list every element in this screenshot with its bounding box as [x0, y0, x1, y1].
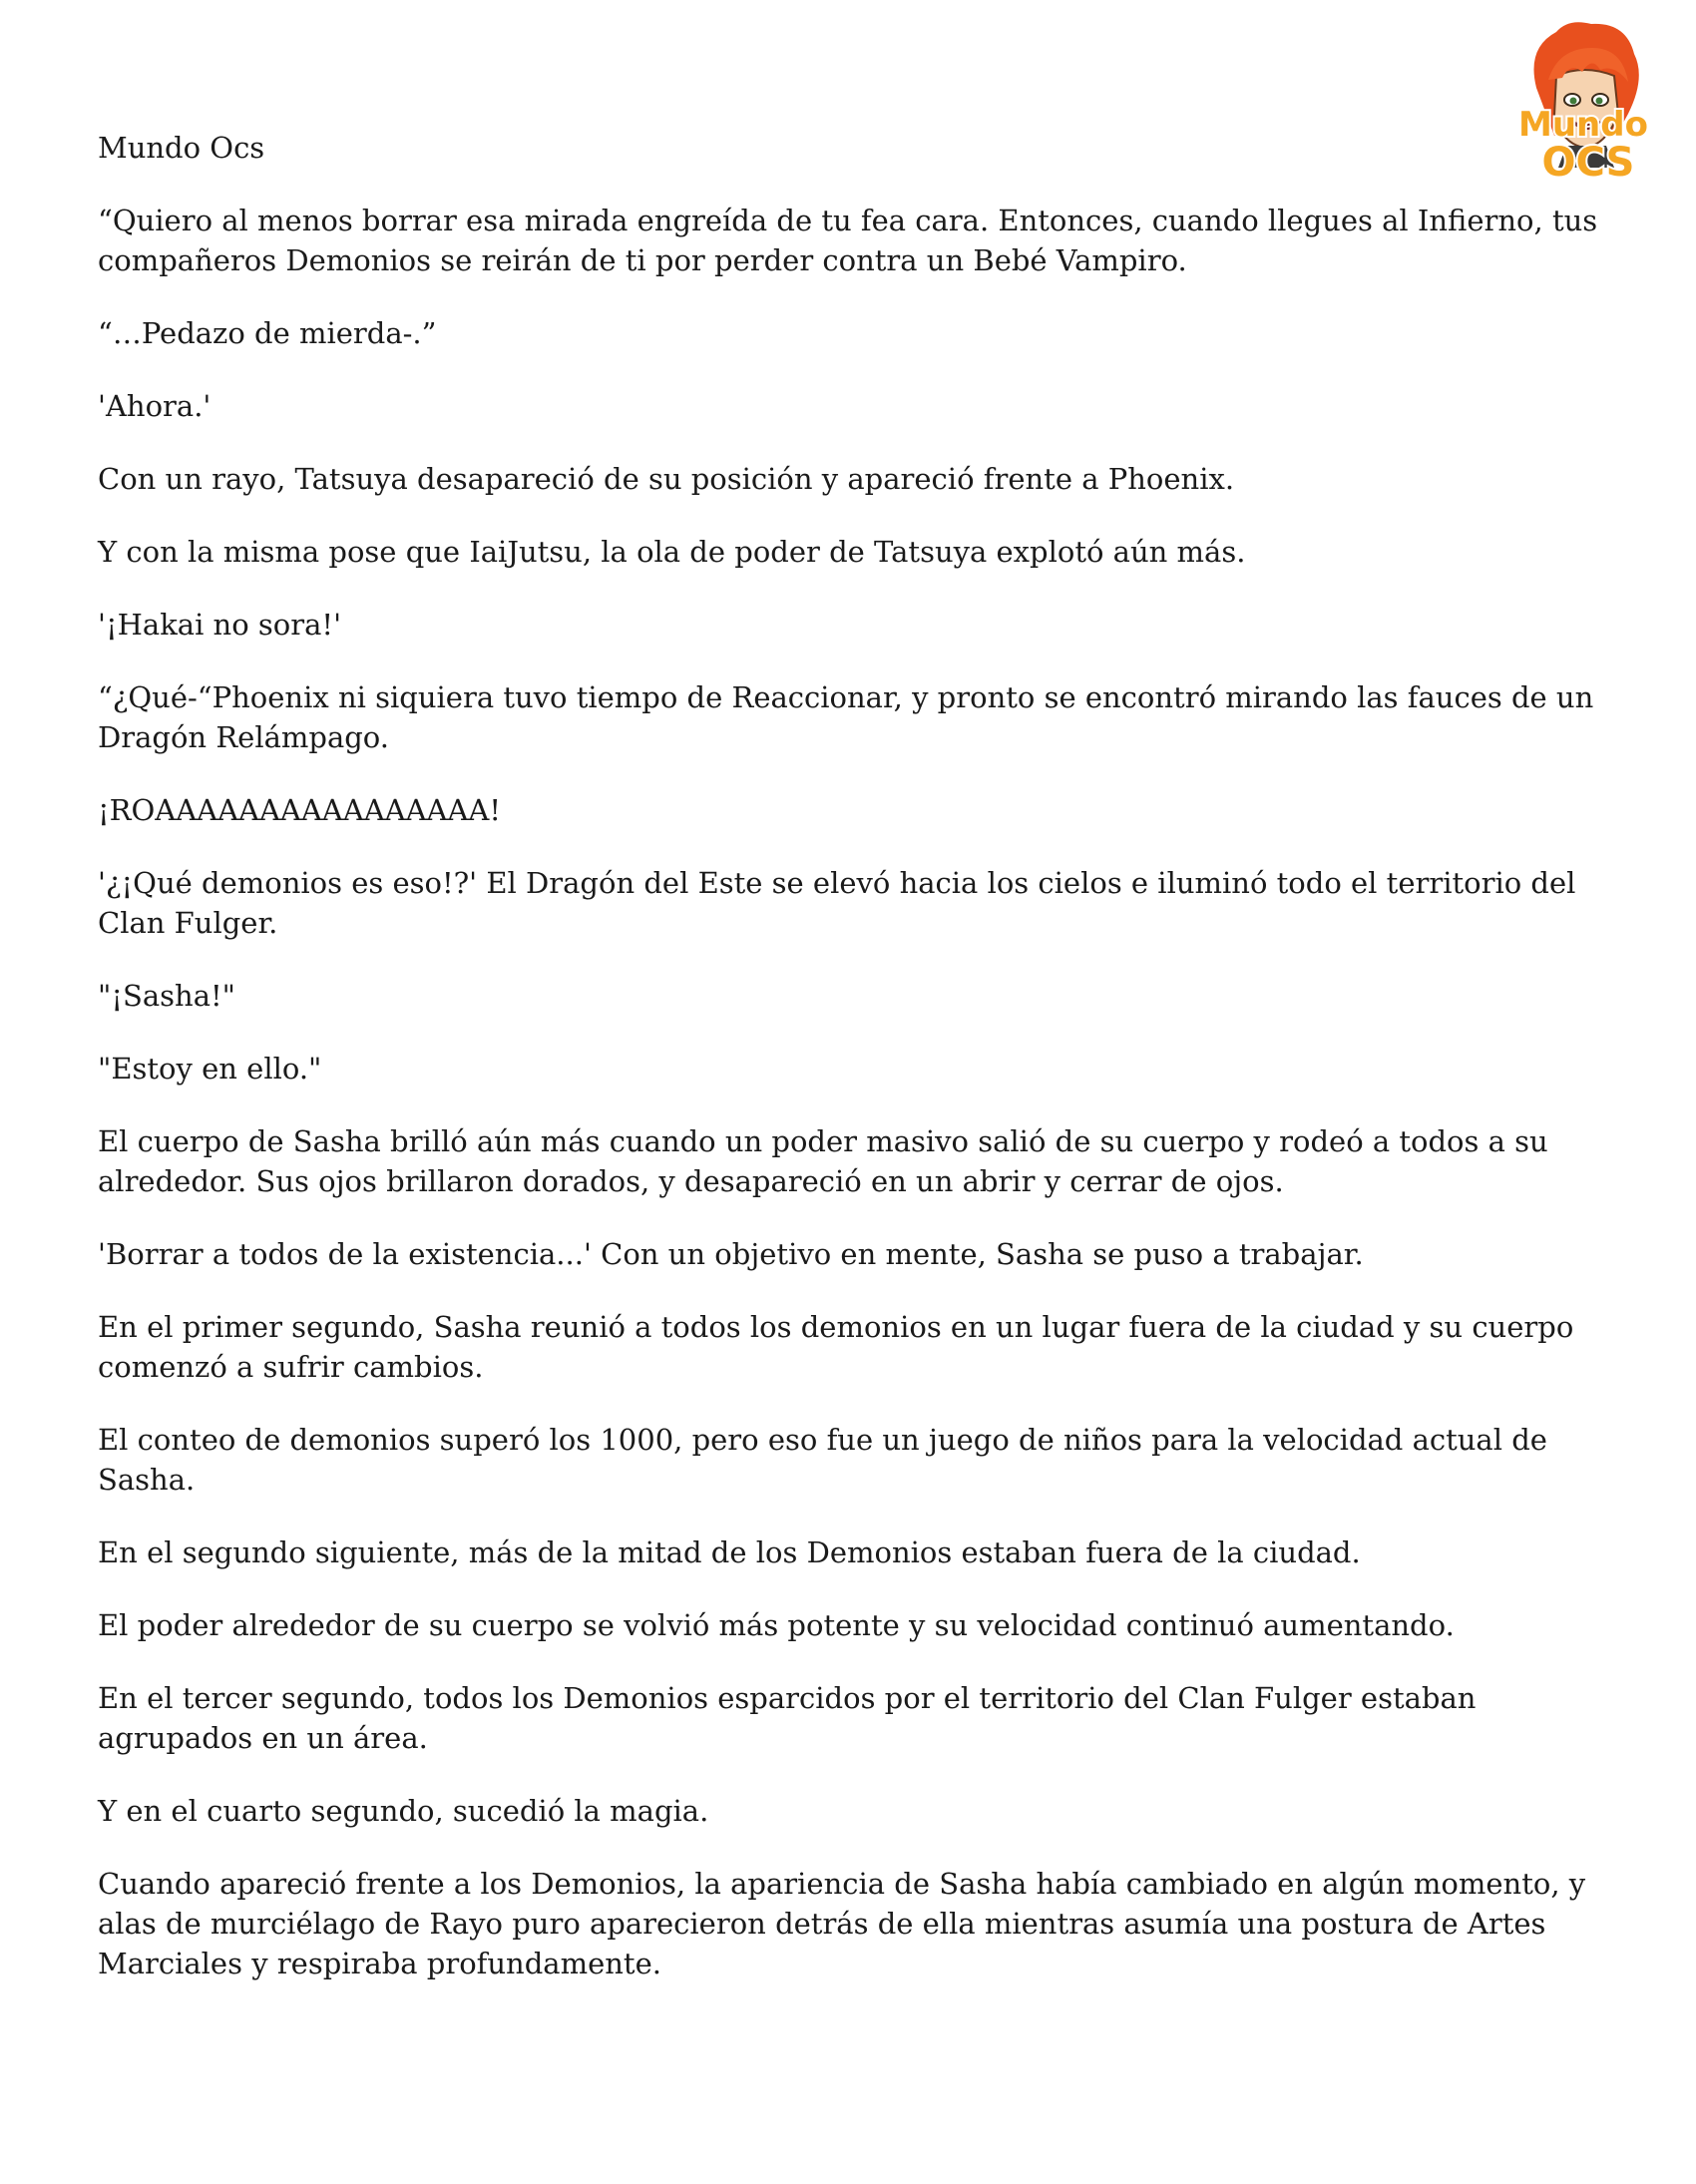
paragraph: En el segundo siguiente, más de la mitad de los Demonios estaban fuera de la ciudad. [98, 1535, 1361, 1569]
paragraph: 'Borrar a todos de la existencia...' Con un objetivo en mente, Sasha se puso a trabajar. [98, 1237, 1364, 1271]
document-body [98, 128, 1634, 2016]
paragraph: “¿Qué-“Phoenix ni siquiera tuvo tiempo de Reaccionar, y pronto se encontró mirando las fauces de un Dragón Relámpago. [98, 680, 1594, 754]
site-name: Mundo Ocs [98, 131, 265, 165]
paragraph: "Estoy en ello." [98, 1052, 322, 1086]
paragraph: '¡Hakai no sora!' [98, 608, 342, 642]
paragraph: "¡Sasha!" [98, 979, 235, 1013]
paragraph: El poder alrededor de su cuerpo se volvió más potente y su velocidad continuó aumentando. [98, 1608, 1455, 1642]
logo-text-line2: OCS [1541, 140, 1635, 186]
paragraph: Y en el cuarto segundo, sucedió la magia. [98, 1794, 709, 1828]
paragraph: ¡ROAAAAAAAAAAAAAAAA! [98, 793, 502, 827]
paragraph: Cuando apareció frente a los Demonios, la apariencia de Sasha había cambiado en algún momento, y alas de murciélago de Rayo puro aparecieron detrás de ella mientras asumía una postura de Artes Marciales y respiraba profundamente. [98, 1867, 1586, 1980]
paragraph: Y con la misma pose que IaiJutsu, la ola de poder de Tatsuya explotó aún más. [98, 535, 1246, 569]
paragraph: 'Ahora.' [98, 389, 212, 423]
logo-text-line1: Mundo [1518, 105, 1648, 145]
paragraph: “…Pedazo de mierda-.” [98, 316, 437, 350]
paragraph: El conteo de demonios superó los 1000, pero eso fue un juego de niños para la velocidad actual de Sasha. [98, 1423, 1547, 1497]
paragraph: En el primer segundo, Sasha reunió a todos los demonios en un lugar fuera de la ciudad y su cuerpo comenzó a sufrir cambios. [98, 1310, 1574, 1384]
paragraph: En el tercer segundo, todos los Demonios esparcidos por el territorio del Clan Fulger estaban agrupados en un área. [98, 1681, 1477, 1755]
paragraph: Con un rayo, Tatsuya desapareció de su posición y apareció frente a Phoenix. [98, 462, 1235, 496]
paragraph: “Quiero al menos borrar esa mirada engreída de tu fea cara. Entonces, cuando llegues al Infierno, tus compañeros Demonios se reirán de ti por perder contra un Bebé Vampiro. [98, 204, 1598, 277]
paragraph: El cuerpo de Sasha brilló aún más cuando un poder masivo salió de su cuerpo y rodeó a todos a su alrededor. Sus ojos brillaron dorados, y desapareció en un abrir y cerrar de ojos. [98, 1124, 1548, 1198]
paragraph: '¿¡Qué demonios es eso!?' El Dragón del Este se elevó hacia los cielos e iluminó todo el territorio del Clan Fulger. [98, 866, 1576, 940]
